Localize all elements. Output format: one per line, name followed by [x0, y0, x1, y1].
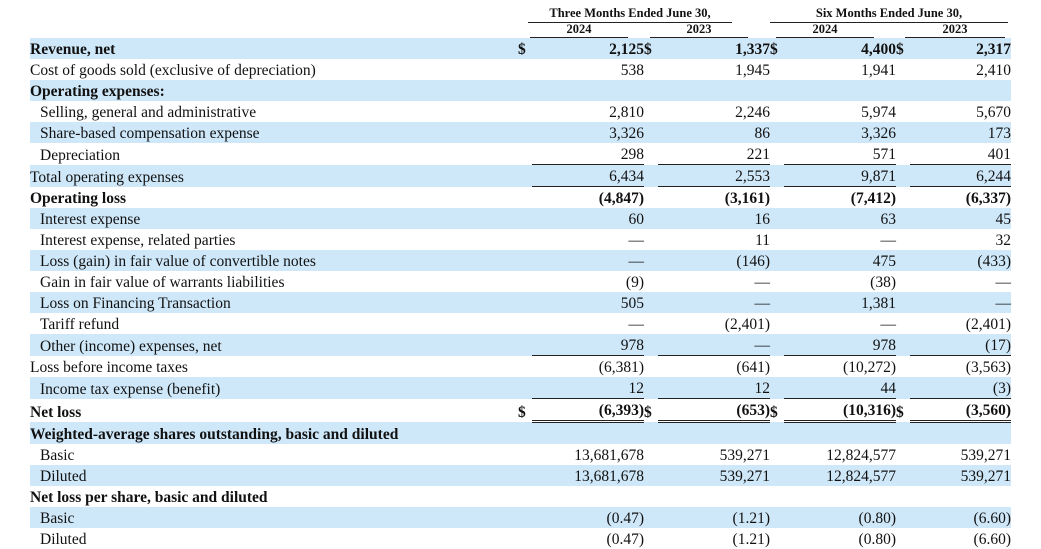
value-cell: (6.60)	[910, 507, 1011, 528]
value-cell: —	[880, 316, 896, 333]
currency-symbol	[770, 229, 784, 250]
value-cell	[658, 80, 770, 101]
value-cell: 1,381	[784, 292, 896, 313]
value-cell: 13,681,678	[532, 465, 644, 486]
currency-symbol	[518, 313, 532, 334]
value-cell: 6,434	[532, 165, 644, 187]
year-header-6m-2024: 2024	[776, 22, 874, 38]
value-cell: (653)	[658, 399, 770, 422]
currency-symbol	[896, 465, 910, 486]
currency-symbol	[896, 122, 910, 143]
currency-symbol	[896, 334, 910, 356]
value-cell: —	[995, 274, 1011, 291]
table-row	[30, 187, 1011, 209]
year-header-3m-2023: 2023	[650, 22, 748, 38]
currency-symbol: $	[770, 403, 778, 421]
currency-symbol: $	[896, 38, 910, 59]
value-cell: 5,974	[861, 104, 896, 121]
currency-symbol	[896, 486, 910, 507]
value-cell: (641)	[736, 359, 770, 376]
value-cell: 173	[910, 122, 1011, 143]
currency-symbol	[896, 507, 910, 528]
table-row	[30, 356, 1011, 378]
currency-symbol	[644, 334, 658, 356]
value-cell: 1,337	[658, 38, 770, 59]
value-cell: —	[880, 232, 896, 249]
row-label: Diluted	[40, 531, 87, 548]
value-cell: (38)	[870, 274, 896, 291]
currency-symbol	[896, 80, 910, 101]
currency-symbol	[770, 101, 784, 122]
row-label: Operating expenses:	[30, 80, 500, 101]
value-cell: 6,244	[910, 165, 1011, 187]
row-label: Tariff refund	[40, 316, 120, 333]
currency-symbol	[518, 208, 532, 229]
currency-symbol	[896, 271, 910, 292]
currency-symbol	[770, 377, 784, 399]
currency-symbol	[644, 313, 658, 334]
spacer	[500, 101, 518, 122]
currency-symbol	[518, 507, 532, 528]
value-cell	[532, 486, 644, 507]
currency-symbol	[518, 250, 532, 271]
table-row	[30, 334, 1011, 356]
table-row	[30, 143, 1011, 165]
currency-symbol	[770, 271, 784, 292]
currency-symbol	[518, 422, 532, 445]
spacer	[500, 422, 518, 445]
currency-symbol	[896, 356, 910, 378]
spacer	[500, 377, 518, 399]
value-cell	[532, 80, 644, 101]
table-row	[30, 165, 1011, 187]
spacer	[500, 292, 518, 313]
currency-symbol	[896, 377, 910, 399]
currency-symbol	[518, 377, 532, 399]
row-label: Loss before income taxes	[30, 359, 188, 376]
currency-symbol	[644, 59, 658, 80]
value-cell: 12	[532, 377, 644, 399]
currency-symbol	[644, 507, 658, 528]
three-months-header: Three Months Ended June 30,	[528, 6, 732, 23]
value-cell: 60	[532, 208, 644, 229]
currency-symbol	[644, 465, 658, 486]
currency-symbol	[518, 59, 532, 80]
value-cell: 2,125	[532, 38, 644, 59]
value-cell: 12	[658, 377, 770, 399]
currency-symbol	[770, 165, 784, 187]
value-cell	[784, 486, 896, 507]
value-cell: 12,824,577	[784, 465, 896, 486]
table-row	[30, 292, 1011, 313]
currency-symbol	[770, 59, 784, 80]
currency-symbol	[644, 422, 658, 445]
value-cell	[910, 422, 1011, 445]
value-cell	[784, 422, 896, 445]
currency-symbol	[518, 165, 532, 187]
six-months-header: Six Months Ended June 30,	[770, 6, 1008, 23]
currency-symbol	[896, 528, 910, 549]
currency-symbol	[896, 250, 910, 271]
value-cell: 45	[910, 208, 1011, 229]
table-row	[30, 486, 1011, 507]
spacer	[500, 399, 518, 422]
value-cell: —	[532, 250, 644, 271]
value-cell: (1.21)	[732, 531, 770, 548]
value-cell: —	[658, 334, 770, 356]
currency-symbol	[644, 528, 658, 549]
currency-symbol	[770, 313, 784, 334]
currency-symbol	[770, 422, 784, 445]
currency-symbol	[896, 313, 910, 334]
table-row	[30, 271, 1011, 292]
value-cell: —	[658, 292, 770, 313]
currency-symbol	[644, 165, 658, 187]
currency-symbol	[770, 250, 784, 271]
value-cell	[658, 486, 770, 507]
value-cell: 298	[532, 143, 644, 165]
currency-symbol	[518, 292, 532, 313]
spacer	[500, 313, 518, 334]
spacer	[500, 271, 518, 292]
currency-symbol	[644, 187, 658, 209]
spacer	[500, 356, 518, 378]
currency-symbol	[770, 143, 784, 165]
value-cell: (2,401)	[724, 316, 770, 333]
value-cell: 12,824,577	[826, 447, 896, 464]
spacer	[500, 122, 518, 143]
spacer	[500, 465, 518, 486]
value-cell: 86	[658, 122, 770, 143]
currency-symbol	[644, 486, 658, 507]
table-row	[30, 528, 1011, 549]
row-label: Cost of goods sold (exclusive of depreciation)	[30, 62, 316, 79]
value-cell	[910, 486, 1011, 507]
spacer	[500, 59, 518, 80]
value-cell: 63	[784, 208, 896, 229]
value-cell: —	[910, 292, 1011, 313]
currency-symbol	[896, 444, 910, 465]
currency-symbol: $	[644, 403, 652, 421]
value-cell: 475	[784, 250, 896, 271]
value-cell: (146)	[658, 250, 770, 271]
currency-symbol	[770, 80, 784, 101]
value-cell: 2,246	[735, 104, 770, 121]
value-cell: 13,681,678	[574, 447, 644, 464]
row-label: Net loss	[30, 403, 82, 421]
value-cell: (10,272)	[843, 359, 896, 376]
row-label: Basic	[30, 507, 500, 528]
value-cell: 505	[532, 292, 644, 313]
currency-symbol	[770, 528, 784, 549]
year-header-6m-2023: 2023	[905, 22, 1005, 38]
table-row	[30, 377, 1011, 399]
value-cell: (3)	[910, 377, 1011, 399]
table-row	[30, 80, 1011, 101]
currency-symbol	[644, 271, 658, 292]
value-cell: (6,393)	[532, 399, 644, 422]
value-cell: 401	[910, 143, 1011, 165]
table-row	[30, 399, 1011, 422]
currency-symbol	[770, 292, 784, 313]
currency-symbol	[518, 334, 532, 356]
currency-symbol	[518, 356, 532, 378]
value-cell: (3,560)	[910, 399, 1011, 422]
currency-symbol	[896, 59, 910, 80]
value-cell: (0.47)	[606, 531, 644, 548]
currency-symbol: $	[518, 38, 532, 59]
currency-symbol	[644, 250, 658, 271]
currency-symbol	[896, 165, 910, 187]
value-cell: 11	[755, 232, 770, 249]
value-cell: (6,381)	[598, 359, 644, 376]
value-cell: 3,326	[532, 122, 644, 143]
currency-symbol	[518, 528, 532, 549]
currency-symbol	[518, 486, 532, 507]
value-cell: 539,271	[960, 447, 1011, 464]
value-cell: (10,316)	[784, 399, 896, 422]
currency-symbol	[644, 292, 658, 313]
currency-symbol: $	[518, 403, 526, 421]
currency-symbol	[518, 271, 532, 292]
currency-symbol	[770, 187, 784, 209]
table-row	[30, 313, 1011, 334]
value-cell: (2,401)	[965, 316, 1011, 333]
row-label: Income tax expense (benefit)	[30, 377, 500, 399]
value-cell: 4,400	[784, 38, 896, 59]
value-cell: (9)	[625, 274, 644, 291]
value-cell: 2,553	[658, 165, 770, 187]
row-label: Weighted-average shares outstanding, basic and diluted	[30, 422, 500, 445]
value-cell: (6,337)	[965, 190, 1011, 207]
value-cell: 978	[784, 334, 896, 356]
currency-symbol	[644, 80, 658, 101]
currency-symbol	[518, 101, 532, 122]
value-cell: 2,410	[976, 62, 1011, 79]
table-row	[30, 422, 1011, 445]
spacer	[500, 208, 518, 229]
value-cell: 1,945	[735, 62, 770, 79]
value-cell: (0.47)	[532, 507, 644, 528]
value-cell: 44	[784, 377, 896, 399]
value-cell: 5,670	[976, 104, 1011, 121]
currency-symbol	[896, 422, 910, 445]
currency-symbol	[644, 444, 658, 465]
value-cell: (6.60)	[973, 531, 1011, 548]
table-row	[30, 465, 1011, 486]
value-cell	[784, 80, 896, 101]
value-cell: (17)	[910, 334, 1011, 356]
spacer	[500, 334, 518, 356]
table-row	[30, 507, 1011, 528]
currency-symbol: $	[770, 38, 784, 59]
currency-symbol	[770, 507, 784, 528]
value-cell: 2,317	[910, 38, 1011, 59]
row-label: Loss (gain) in fair value of convertible notes	[30, 250, 500, 271]
spacer	[500, 507, 518, 528]
row-label: Net loss per share, basic and diluted	[30, 489, 268, 506]
value-cell: 978	[532, 334, 644, 356]
currency-symbol	[770, 465, 784, 486]
currency-symbol	[518, 122, 532, 143]
value-cell: 2,810	[609, 104, 644, 121]
currency-symbol	[896, 208, 910, 229]
value-cell: 16	[658, 208, 770, 229]
currency-symbol	[770, 444, 784, 465]
value-cell: (0.80)	[784, 507, 896, 528]
currency-symbol	[896, 187, 910, 209]
currency-symbol	[644, 229, 658, 250]
table-row	[30, 59, 1011, 80]
row-label: Selling, general and administrative	[40, 104, 257, 121]
spacer	[500, 486, 518, 507]
spacer	[500, 165, 518, 187]
row-label: Revenue, net	[30, 38, 500, 59]
currency-symbol	[644, 101, 658, 122]
value-cell	[658, 422, 770, 445]
value-cell: 538	[620, 62, 644, 79]
value-cell: (7,412)	[850, 190, 896, 207]
value-cell	[910, 80, 1011, 101]
value-cell: 539,271	[910, 465, 1011, 486]
currency-symbol	[518, 229, 532, 250]
value-cell: (4,847)	[598, 190, 644, 207]
currency-symbol	[518, 143, 532, 165]
currency-symbol	[518, 80, 532, 101]
currency-symbol	[644, 122, 658, 143]
value-cell: —	[754, 274, 770, 291]
value-cell: 32	[995, 232, 1011, 249]
currency-symbol	[644, 356, 658, 378]
value-cell: (3,563)	[965, 359, 1011, 376]
row-label: Share-based compensation expense	[30, 122, 500, 143]
row-label: Depreciation	[40, 146, 121, 164]
currency-symbol	[770, 208, 784, 229]
row-label: Total operating expenses	[30, 165, 500, 187]
table-row	[30, 229, 1011, 250]
spacer	[500, 444, 518, 465]
spacer	[500, 143, 518, 165]
currency-symbol	[644, 377, 658, 399]
row-label: Interest expense, related parties	[40, 232, 236, 249]
value-cell: 571	[784, 143, 896, 165]
spacer	[500, 187, 518, 209]
value-cell: 221	[658, 143, 770, 165]
value-cell	[532, 422, 644, 445]
currency-symbol	[896, 101, 910, 122]
value-cell: 9,871	[784, 165, 896, 187]
row-label: Basic	[40, 447, 75, 464]
table-row	[30, 101, 1011, 122]
spacer	[500, 250, 518, 271]
table-row	[30, 444, 1011, 465]
currency-symbol	[644, 143, 658, 165]
value-cell: (1.21)	[658, 507, 770, 528]
value-cell: —	[628, 316, 644, 333]
currency-symbol	[770, 122, 784, 143]
spacer	[500, 528, 518, 549]
currency-symbol	[896, 229, 910, 250]
currency-symbol	[896, 143, 910, 165]
currency-symbol	[770, 334, 784, 356]
row-label: Loss on Financing Transaction	[30, 292, 500, 313]
spacer	[500, 38, 518, 59]
currency-symbol	[770, 356, 784, 378]
currency-symbol	[518, 187, 532, 209]
table-row	[30, 208, 1011, 229]
value-cell: (0.80)	[858, 531, 896, 548]
currency-symbol	[518, 444, 532, 465]
spacer	[500, 229, 518, 250]
value-cell: 539,271	[719, 447, 770, 464]
currency-symbol	[770, 486, 784, 507]
value-cell: 3,326	[784, 122, 896, 143]
row-label: Diluted	[30, 465, 500, 486]
value-cell: —	[628, 232, 644, 249]
value-cell: (3,161)	[724, 190, 770, 207]
row-label: Interest expense	[30, 208, 500, 229]
currency-symbol	[518, 465, 532, 486]
row-label: Other (income) expenses, net	[30, 334, 500, 356]
income-statement-table	[30, 38, 1011, 549]
year-header-3m-2024: 2024	[530, 22, 628, 38]
value-cell: 539,271	[658, 465, 770, 486]
row-label: Operating loss	[30, 190, 127, 207]
table-row	[30, 250, 1011, 271]
currency-symbol: $	[896, 403, 904, 421]
currency-symbol: $	[644, 38, 658, 59]
currency-symbol	[644, 208, 658, 229]
table-row	[30, 38, 1011, 59]
spacer	[500, 80, 518, 101]
value-cell: 1,941	[861, 62, 896, 79]
table-row	[30, 122, 1011, 143]
row-label: Gain in fair value of warrants liabilities	[40, 274, 285, 291]
value-cell: (433)	[910, 250, 1011, 271]
currency-symbol	[896, 292, 910, 313]
